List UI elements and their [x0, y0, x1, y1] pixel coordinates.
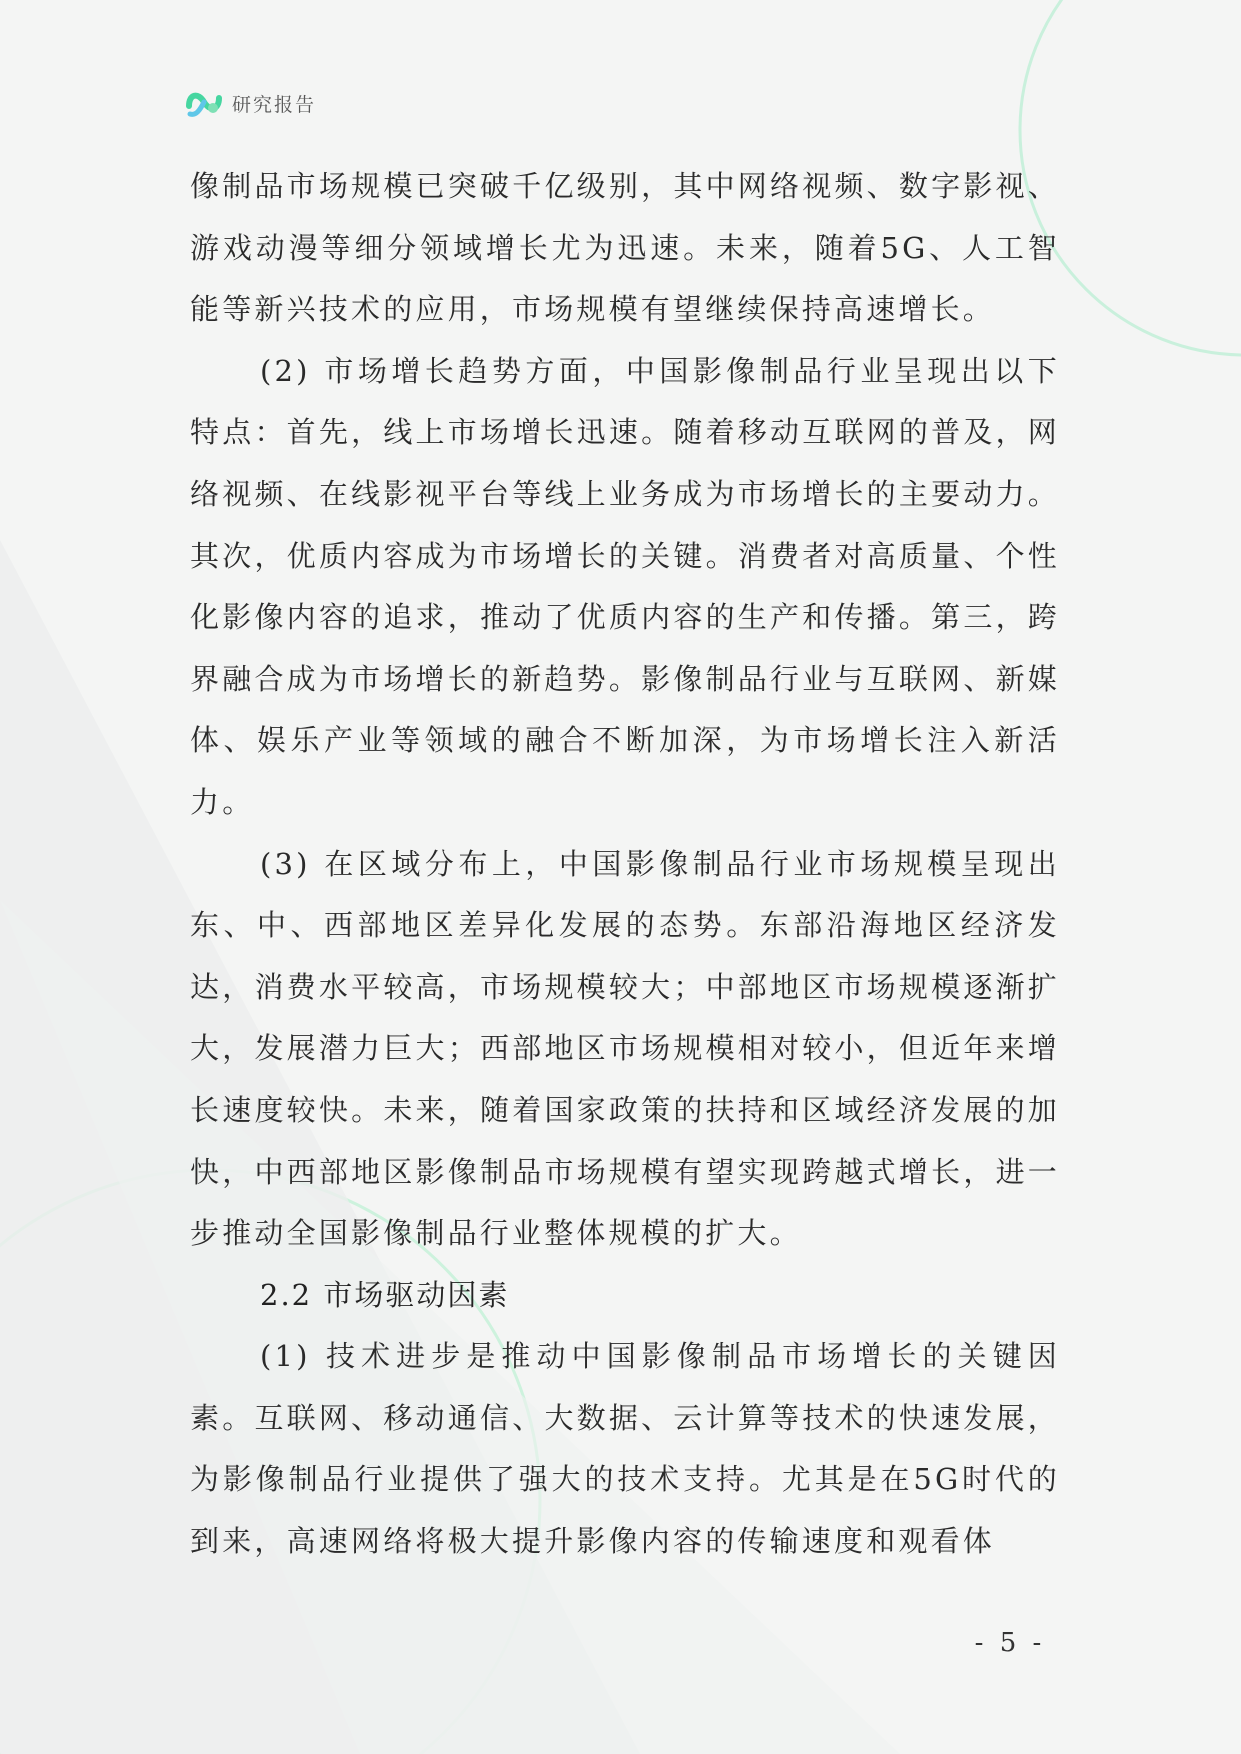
paragraph-continued: 像制品市场规模已突破千亿级别，其中网络视频、数字影视、游戏动漫等细分领域增长尤为迅速。未来，随着5G、人工智能等新兴技术的应用，市场规模有望继续保持高速增长。 [190, 169, 1060, 327]
report-header [186, 86, 316, 120]
paragraph-tech-progress: (1) 技术进步是推动中国影像制品市场增长的关键因素。互联网、移动通信、大数据、云计算等技术的快速发展，为影像制品行业提供了强大的技术支持。尤其是在5G时代的到来，高速网络将极大提升影像内容的传输速度和观看体 [190, 1339, 1060, 1559]
brand-logo-icon [186, 86, 222, 120]
header-title: 研究报告 [232, 93, 317, 116]
body-content [190, 156, 1060, 1573]
paragraph-growth-trend: (2) 市场增长趋势方面，中国影像制品行业呈现出以下特点：首先，线上市场增长迅速。随着移动互联网的普及，网络视频、在线影视平台等线上业务成为市场增长的主要动力。其次，优质内容成为市场增长的关键。消费者对高质量、个性化影像内容的追求，推动了优质内容的生产和传播。第三，跨界融合成为市场增长的新趋势。影像制品行业与互联网、新媒体、娱乐产业等领域的融合不断加深，为市场增长注入新活力。 [190, 353, 1060, 819]
section-heading: 2.2 市场驱动因素 [260, 1277, 510, 1312]
paragraph-regional-distribution: (3) 在区域分布上，中国影像制品行业市场规模呈现出东、中、西部地区差异化发展的态势。东部沿海地区经济发达，消费水平较高，市场规模较大；中部地区市场规模逐渐扩大，发展潜力巨大；西部地区市场规模相对较小，但近年来增长速度较快。未来，随着国家政策的扶持和区域经济发展的加快，中西部地区影像制品市场规模有望实现跨越式增长，进一步推动全国影像制品行业整体规模的扩大。 [190, 846, 1060, 1251]
page-number: - 5 - [974, 1628, 1046, 1658]
